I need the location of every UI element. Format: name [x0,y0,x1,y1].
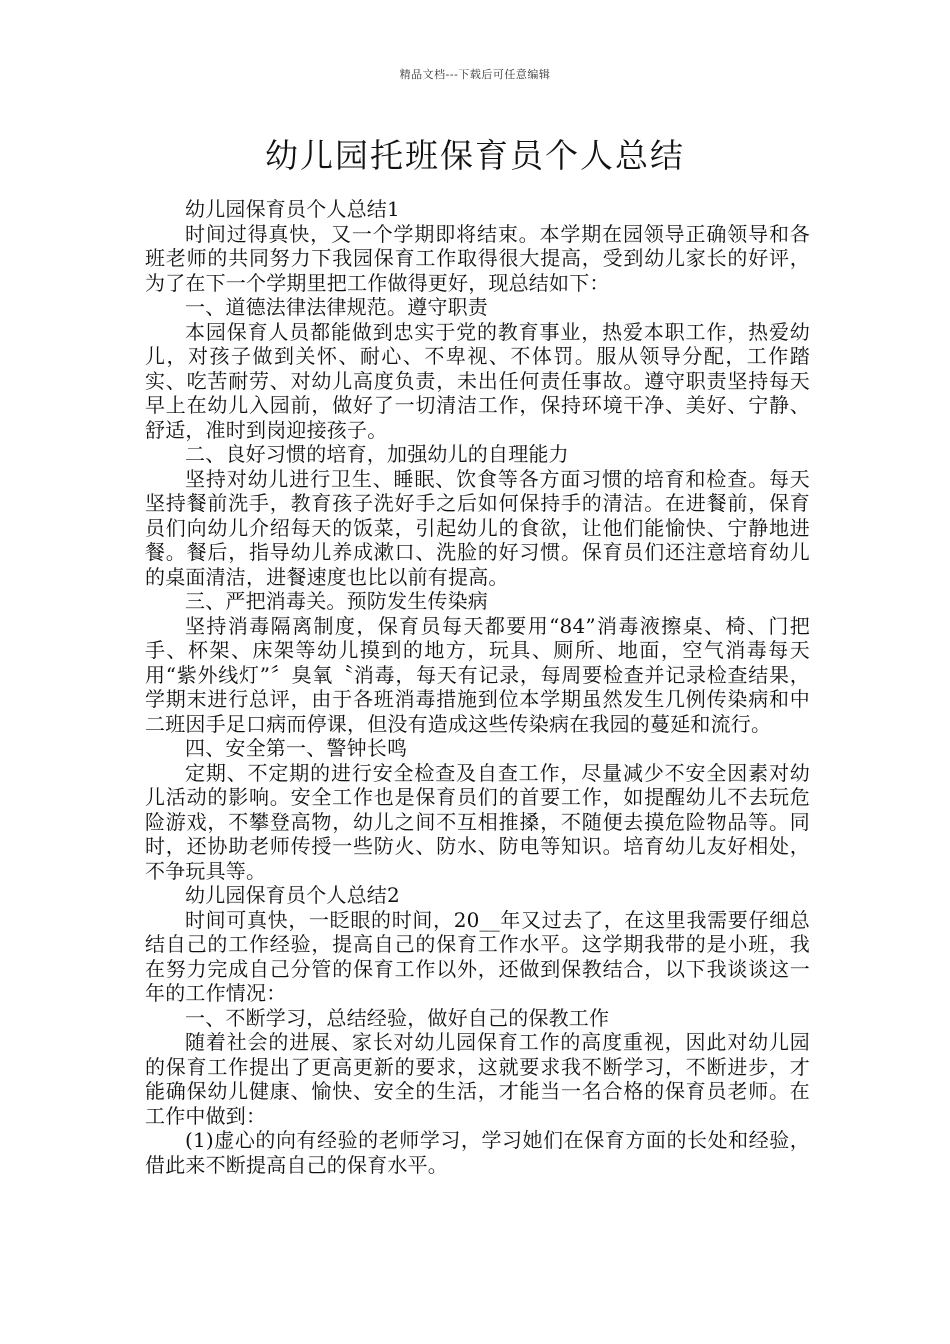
section-heading: 一、道德法律法律规范。遵守职责 [185,295,488,319]
body-paragraph: 本园保育人员都能做到忠实于党的教育事业，热爱本职工作，热爱幼儿，对孩子做到关怀、耐心、不卑视、不体罚。服从领导分配，工作踏实、吃苦耐劳、对幼儿高度负责，未出任何责任事故。遵守职责坚持每天早上在幼儿入园前，做好了一切清洁工作，保持环境干净、美好、宁静、舒适，准时到岗迎接孩子。 [145,319,810,442]
header-note: 精品文档---下载后可任意编辑 [399,68,551,81]
section-heading: 一、不断学习，总结经验，做好自己的保教工作 [185,1005,610,1030]
section-heading: 三、严把消毒关。预防发生传染病 [185,589,488,613]
body-paragraph: 时间过得真快，又一个学期即将结束。本学期在园领导正确领导和各班老师的共同努力下我园保育工作取得很大提高，受到幼儿家长的好评，为了在下一个学期里把工作做得更好，现总结如下： [145,221,810,295]
body-paragraph: 随着社会的进展、家长对幼儿园保育工作的高度重视，因此对幼儿园的保育工作提出了更高更新的要求，这就要求我不断学习，不断进步，才能确保幼儿健康、愉快、安全的生活，才能当一名合格的保育员老师。在工作中做到： [145,1030,810,1128]
section-heading: 四、安全第一、警钟长鸣 [185,736,408,760]
body-paragraph: 坚持对幼儿进行卫生、睡眠、饮食等各方面习惯的培育和检查。每天坚持餐前洗手，教育孩子洗好手之后如何保持手的清洁。在进餐前，保育员们向幼儿介绍每天的饭菜，引起幼儿的食欲，让他们能愉快、宁静地进餐。餐后，指导幼儿养成漱口、洗脸的好习惯。保育员们还注意培育幼儿的桌面清洁，进餐速度也比以前有提高。 [145,466,810,589]
document-body [145,197,810,1177]
section-heading-summary-2: 幼儿园保育员个人总结2 [185,883,400,907]
body-paragraph: 时间可真快，一眨眼的时间，20__年又过去了，在这里我需要仔细总结自己的工作经验，提高自己的保育工作水平。这学期我带的是小班，我在努力完成自己分管的保育工作以外，还做到保教结合，以下我谈谈这一年的工作情况： [145,907,810,1005]
body-paragraph: 定期、不定期的进行安全检查及自查工作，尽量减少不安全因素对幼儿活动的影响。安全工作也是保育员们的首要工作，如提醒幼儿不去玩危险游戏，不攀登高物，幼儿之间不互相推搡，不随便去摸危险物品等。同时，还协助老师传授一些防火、防水、防电等知识。培育幼儿友好相处，不争玩具等。 [145,760,810,883]
body-paragraph: 坚持消毒隔离制度，保育员每天都要用“84”消毒液擦桌、椅、门把手、杯架、床架等幼儿摸到的地方，玩具、厕所、地面，空气消毒每天用“紫外线灯”〞臭氧〝消毒，每天有记录，每周要检查并记录检查结果，学期末进行总评，由于各班消毒措施到位本学期虽然发生几例传染病和中二班因手足口病而停课，但没有造成这些传染病在我园的蔓延和流行。 [145,613,810,736]
section-heading-summary-1: 幼儿园保育员个人总结1 [185,197,400,221]
document-title: 幼儿园托班保育员个人总结 [265,136,685,175]
section-heading: 二、良好习惯的培育，加强幼儿的自理能力 [185,442,569,466]
list-item: (1)虚心的向有经验的老师学习，学习她们在保育方面的长处和经验，借此来不断提高自己的保育水平。 [145,1128,810,1177]
